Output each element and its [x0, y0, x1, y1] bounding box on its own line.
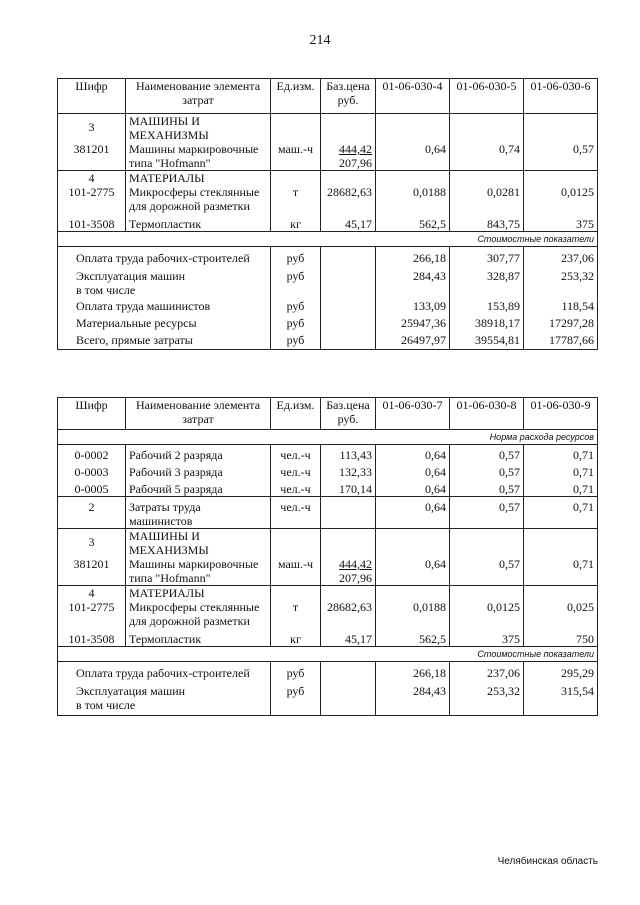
summary-row: Всего, прямые затраты руб 26497,97 39554,81 17787,66	[58, 330, 598, 350]
header-col-1: 01-06-030-7	[376, 398, 450, 430]
header-name: Наименование элемента затрат	[126, 79, 271, 114]
summary-row: Оплата труда рабочих-строителей руб 266,18 307,77 237,06	[58, 247, 598, 266]
header-code: Шифр	[58, 79, 126, 114]
table-row: 2 Затраты труда машинистов чел.-ч 0,64 0,57 0,71	[58, 497, 598, 529]
section-machines: 3 МАШИНЫ И МЕХАНИЗМЫ	[58, 529, 598, 558]
header-col-1: 01-06-030-4	[376, 79, 450, 114]
header-code: Шифр	[58, 398, 126, 430]
table-header	[58, 398, 598, 430]
header-col-2: 01-06-030-8	[450, 398, 524, 430]
header-unit: Ед.изм.	[271, 79, 321, 114]
summary-row: Материальные ресурсы руб 25947,36 38918,17 17297,28	[58, 313, 598, 330]
cost-indicators-row: Стоимостные показатели	[58, 647, 598, 662]
header-price: Баз.цена руб.	[321, 398, 376, 430]
table-header	[58, 79, 598, 114]
table-row: 101-2775 Микросферы стеклянные для дорожной разметки т 28682,63 0,0188 0,0125 0,025	[58, 600, 598, 628]
footer-region: Челябинская область	[497, 856, 598, 867]
summary-row: Оплата труда рабочих-строителей руб 266,18 237,06 295,29	[58, 662, 598, 681]
summary-row: Оплата труда машинистов руб 133,09 153,89 118,54	[58, 297, 598, 313]
summary-row: Эксплуатация машин руб 284,43 328,87 253,32	[58, 265, 598, 283]
table-row: 101-2775 Микросферы стеклянные для дорожной разметки т 28682,63 0,0188 0,0281 0,0125	[58, 185, 598, 213]
table-row: 381201 Машины маркировочные типа "Hofmann" маш.-ч 444,42 207,96 0,64 0,57 0,71	[58, 557, 598, 586]
section-materials: 4 МАТЕРИАЛЫ	[58, 171, 598, 186]
table-row: 0-0005 Рабочий 5 разряда чел.-ч 170,14 0,64 0,57 0,71	[58, 479, 598, 497]
resource-table-1	[57, 78, 598, 350]
cost-indicators-row: Стоимостные показатели	[58, 232, 598, 247]
header-unit: Ед.изм.	[271, 398, 321, 430]
section-machines: 3 МАШИНЫ И МЕХАНИЗМЫ	[58, 114, 598, 143]
header-col-3: 01-06-030-9	[524, 398, 598, 430]
table-row: 381201 Машины маркировочные типа "Hofmann" маш.-ч 444,42 207,96 0,64 0,74 0,57	[58, 142, 598, 171]
table-row: 101-3508 Термопластик кг 45,17 562,5 843,75 375	[58, 213, 598, 232]
header-col-3: 01-06-030-6	[524, 79, 598, 114]
summary-row: в том числе	[58, 283, 598, 297]
table-row: 101-3508 Термопластик кг 45,17 562,5 375 750	[58, 628, 598, 647]
summary-row: в том числе	[58, 698, 598, 716]
table-row: 0-0003 Рабочий 3 разряда чел.-ч 132,33 0,64 0,57 0,71	[58, 462, 598, 479]
summary-row: Эксплуатация машин руб 284,43 253,32 315,54	[58, 680, 598, 698]
page-number: 214	[309, 33, 331, 48]
header-price: Баз.цена руб.	[321, 79, 376, 114]
table-row: 0-0002 Рабочий 2 разряда чел.-ч 113,43 0,64 0,57 0,71	[58, 445, 598, 463]
resource-table-2	[57, 397, 598, 716]
section-materials: 4 МАТЕРИАЛЫ	[58, 586, 598, 601]
norm-row: Норма расхода ресурсов	[58, 430, 598, 445]
header-name: Наименование элемента затрат	[126, 398, 271, 430]
header-col-2: 01-06-030-5	[450, 79, 524, 114]
